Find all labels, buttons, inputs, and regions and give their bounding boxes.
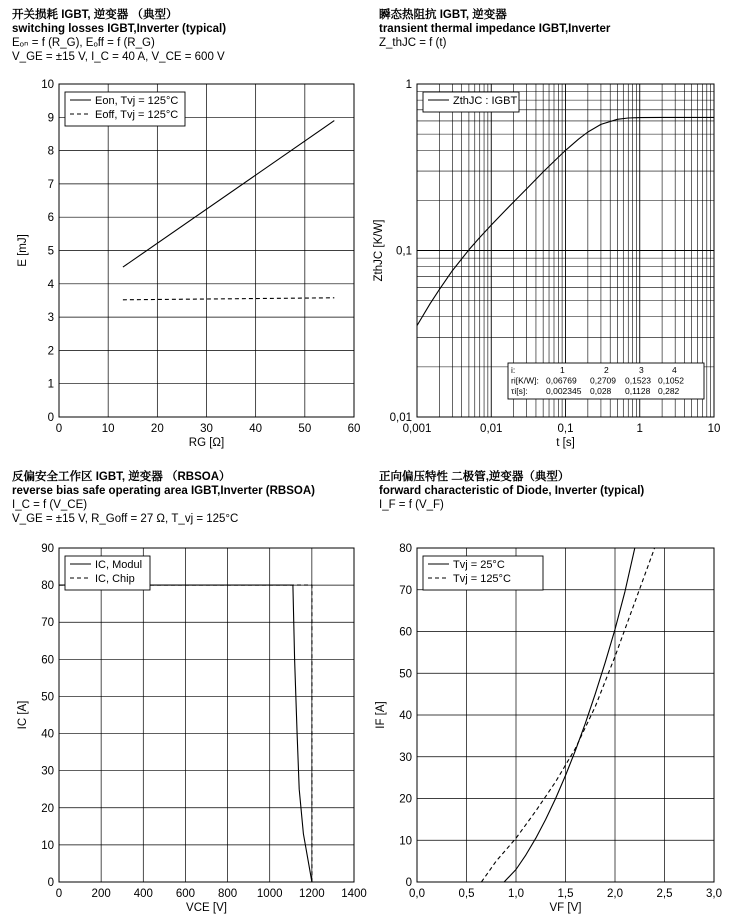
y-tick-label: 7 bbox=[47, 178, 54, 191]
chart-title-cn: 开关损耗 IGBT, 逆变器 （典型） bbox=[12, 9, 178, 21]
legend-entry: Tvj = 125°C bbox=[453, 573, 511, 585]
y-tick-label: 40 bbox=[41, 728, 54, 741]
x-axis-label: RG [Ω] bbox=[188, 437, 225, 449]
y-tick-label: 50 bbox=[41, 691, 54, 704]
x-tick-label: 1 bbox=[636, 423, 643, 435]
x-tick-label: 600 bbox=[175, 888, 196, 900]
table-row-label: i: bbox=[511, 365, 516, 375]
x-tick-label: 0,5 bbox=[458, 888, 475, 900]
table-cell: 0,2709 bbox=[590, 375, 616, 386]
x-tick-label: 400 bbox=[133, 888, 153, 900]
y-axis-label: IC [A] bbox=[17, 700, 29, 730]
legend-entry: Eoff, Tvj = 125°C bbox=[95, 109, 179, 121]
y-tick-label: 9 bbox=[47, 112, 54, 125]
x-tick-label: 0 bbox=[55, 888, 63, 900]
table-cell: 0,028 bbox=[590, 386, 612, 396]
table-cell: 0,1052 bbox=[658, 375, 684, 386]
chart-svg-switching-losses bbox=[0, 0, 367, 462]
y-tick-label: 20 bbox=[41, 802, 54, 815]
y-tick-label: 0 bbox=[47, 877, 54, 889]
x-tick-label: 0,0 bbox=[409, 888, 425, 900]
x-tick-label: 30 bbox=[200, 423, 213, 435]
table-cell: 0,06769 bbox=[546, 375, 577, 386]
chart-title-en: transient thermal impedance IGBT,Inverter bbox=[379, 23, 611, 35]
y-tick-label: 3 bbox=[47, 312, 54, 325]
x-tick-label: 2,0 bbox=[607, 888, 623, 900]
x-tick-label: 50 bbox=[298, 423, 312, 435]
chart-panel-diode-forward bbox=[367, 462, 734, 924]
y-tick-label: 70 bbox=[399, 584, 412, 597]
x-axis-label: VCE [V] bbox=[186, 902, 227, 914]
x-tick-label: 1,0 bbox=[508, 888, 524, 900]
y-tick-label: 1 bbox=[405, 79, 412, 91]
y-tick-label: 20 bbox=[399, 793, 412, 806]
chart-panel-thermal-impedance bbox=[367, 0, 734, 462]
legend-entry: IC, Chip bbox=[95, 573, 135, 585]
chart-formula-2: V_GE = ±15 V, R_Goff = 27 Ω, T_vj = 125°C bbox=[12, 513, 239, 525]
chart-title-en: switching losses IGBT,Inverter (typical) bbox=[12, 23, 227, 35]
x-tick-label: 0,001 bbox=[402, 423, 432, 435]
table-cell: 1 bbox=[560, 365, 565, 375]
y-axis-label: IF [A] bbox=[375, 701, 387, 729]
x-tick-label: 1200 bbox=[299, 888, 325, 900]
table-cell: 0,282 bbox=[658, 386, 680, 396]
x-tick-label: 0,01 bbox=[480, 423, 503, 435]
chart-title-cn: 瞬态热阻抗 IGBT, 逆变器 bbox=[379, 9, 507, 21]
chart-formula-2: V_GE = ±15 V, I_C = 40 A, V_CE = 600 V bbox=[12, 51, 225, 63]
y-tick-label: 8 bbox=[47, 145, 54, 158]
table-cell: 0,1523 bbox=[625, 375, 651, 386]
chart-svg-rbsoa bbox=[0, 462, 367, 924]
x-tick-label: 200 bbox=[91, 888, 111, 900]
x-tick-label: 0,1 bbox=[557, 423, 574, 435]
x-axis-label: t [s] bbox=[556, 437, 575, 449]
y-tick-label: 1 bbox=[47, 378, 54, 391]
table-cell: 0,002345 bbox=[546, 386, 582, 396]
x-tick-label: 2,5 bbox=[656, 888, 673, 900]
y-tick-label: 10 bbox=[399, 835, 412, 848]
chart-svg-diode-forward bbox=[367, 462, 734, 924]
y-tick-label: 10 bbox=[41, 79, 54, 91]
y-tick-label: 90 bbox=[41, 543, 54, 555]
legend-entry: Eon, Tvj = 125°C bbox=[95, 95, 179, 107]
y-axis-label: ZthJC [K/W] bbox=[373, 219, 385, 282]
x-tick-label: 40 bbox=[249, 423, 263, 435]
y-tick-label: 30 bbox=[399, 751, 412, 764]
x-tick-label: 1,5 bbox=[557, 888, 574, 900]
x-tick-label: 10 bbox=[101, 423, 115, 435]
series-line-1 bbox=[123, 121, 334, 268]
y-tick-label: 5 bbox=[47, 245, 54, 258]
x-tick-label: 1000 bbox=[256, 888, 283, 900]
y-tick-label: 0 bbox=[47, 412, 54, 424]
y-tick-label: 60 bbox=[399, 626, 412, 639]
table-cell: 2 bbox=[604, 365, 609, 375]
chart-panel-switching-losses bbox=[0, 0, 367, 462]
x-tick-label: 1400 bbox=[341, 888, 367, 900]
plot-frame bbox=[59, 548, 354, 882]
chart-formula-1: Eₒₙ = f (R_G), Eₒff = f (R_G) bbox=[12, 37, 155, 49]
legend-entry: Tvj = 25°C bbox=[453, 559, 505, 571]
y-tick-label: 10 bbox=[41, 839, 54, 852]
chart-title-cn: 正向偏压特性 二极管,逆变器（典型） bbox=[379, 471, 570, 483]
y-tick-label: 50 bbox=[399, 668, 412, 681]
y-tick-label: 70 bbox=[41, 617, 54, 630]
y-tick-label: 4 bbox=[47, 278, 54, 291]
y-tick-label: 40 bbox=[399, 710, 412, 722]
y-axis-label: E [mJ] bbox=[17, 234, 29, 267]
x-axis-label: VF [V] bbox=[549, 902, 582, 914]
x-tick-label: 0 bbox=[55, 423, 63, 435]
legend-entry: ZthJC : IGBT bbox=[453, 95, 518, 107]
legend-entry: IC, Modul bbox=[95, 559, 143, 571]
y-tick-label: 80 bbox=[41, 580, 54, 593]
y-tick-label: 6 bbox=[47, 212, 54, 225]
y-tick-label: 0 bbox=[405, 877, 412, 889]
table-cell: 3 bbox=[639, 365, 644, 375]
x-tick-label: 800 bbox=[217, 888, 238, 900]
table-row-label: τi[s]: bbox=[511, 386, 528, 396]
chart-panel-rbsoa bbox=[0, 462, 367, 924]
x-tick-label: 20 bbox=[150, 423, 164, 435]
y-tick-label: 2 bbox=[47, 345, 54, 358]
chart-title-en: reverse bias safe operating area IGBT,Inverter (RBSOA) bbox=[12, 485, 315, 497]
chart-title-cn: 反偏安全工作区 IGBT, 逆变器 （RBSOA） bbox=[12, 471, 231, 483]
chart-formula-1: I_F = f (V_F) bbox=[379, 499, 444, 511]
y-tick-label: 0,01 bbox=[389, 412, 412, 424]
y-tick-label: 60 bbox=[41, 654, 54, 667]
series-line-2 bbox=[123, 298, 334, 300]
chart-title-en: forward characteristic of Diode, Inverter (typical) bbox=[379, 485, 645, 497]
y-tick-label: 80 bbox=[399, 543, 412, 555]
table-cell: 4 bbox=[672, 365, 677, 375]
x-tick-label: 10 bbox=[707, 423, 721, 435]
table-row-label: ri[K/W]: bbox=[511, 375, 539, 386]
y-tick-label: 30 bbox=[41, 765, 54, 778]
table-cell: 0,1128 bbox=[625, 386, 651, 396]
y-tick-label: 0,1 bbox=[396, 245, 412, 258]
chart-svg-thermal-impedance bbox=[367, 0, 734, 462]
chart-formula-1: I_C = f (V_CE) bbox=[12, 499, 88, 511]
x-tick-label: 3,0 bbox=[706, 888, 722, 900]
chart-formula-1: Z_thJC = f (t) bbox=[379, 37, 447, 49]
x-tick-label: 60 bbox=[347, 423, 361, 435]
